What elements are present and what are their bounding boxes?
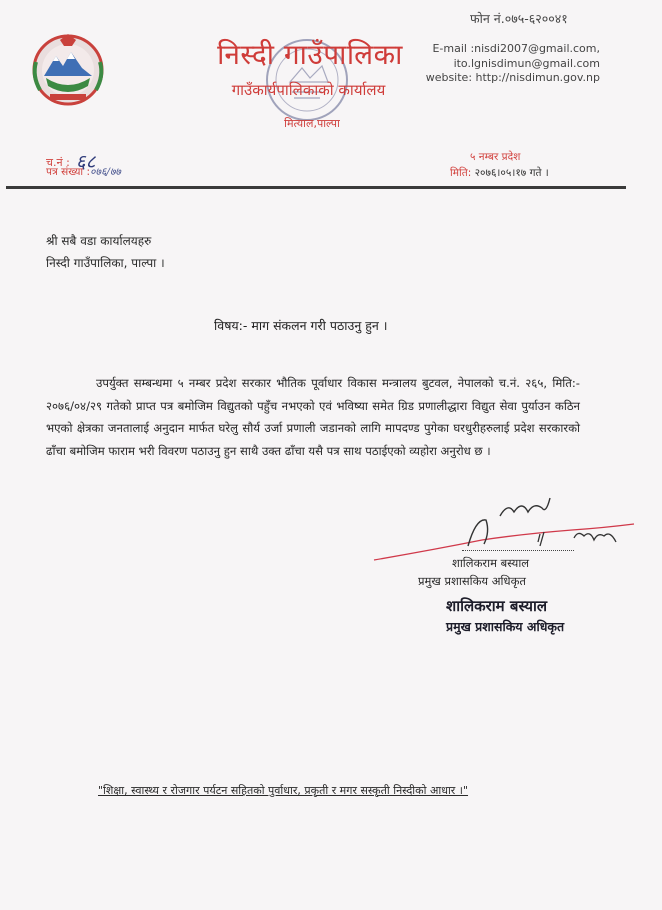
stamp-title: प्रमुख प्रशासकिय अधिकृत	[446, 619, 565, 634]
province-label: ५ नम्बर प्रदेश	[470, 151, 521, 163]
reference-value: ६८	[75, 151, 96, 173]
office-name: निस्दी गाउँपालिका	[217, 38, 403, 71]
signature-line	[462, 550, 574, 551]
office-subtitle: गाउँकार्यपालिकाको कार्यालय	[231, 81, 386, 99]
signatory-name: शालिकराम बस्याल	[452, 556, 530, 570]
phone-number: फोन नं.०७५-६२००४१	[470, 11, 568, 26]
stamp-name: शालिकराम बस्याल	[446, 597, 548, 615]
footer-motto: "शिक्षा, स्वास्थ्य र रोजगार पर्यटन सहितको पुर्वाधार, प्रकृती र मगर सस्कृती निस्दीको आधार ।"	[98, 784, 469, 797]
date-line	[450, 166, 549, 180]
contact-block	[400, 42, 600, 86]
letter-number-value: ०७६/७७	[90, 166, 121, 178]
email-primary: E-mail :nisdi2007@gmail.com,	[432, 42, 600, 55]
email-secondary: ito.lgnisdimun@gmail.com	[453, 56, 600, 70]
office-location: मित्याल,पाल्पा	[284, 117, 340, 130]
recipient-line-2: निस्दी गाउँपालिका, पाल्पा ।	[46, 256, 165, 270]
website: website: http://nisdimun.gov.np	[425, 71, 600, 84]
letter-number	[46, 165, 121, 179]
date-label: मिति:	[450, 167, 472, 179]
body-paragraph: उपर्युक्त सम्बन्धमा ५ नम्बर प्रदेश सरकार भौतिक पूर्वाधार विकास मन्त्रालय बुटवल, नेपालको च.नं. २६५, मिति:- २०७६/०४/२९ गतेको प्राप्त पत्र बमोजिम विद्युतको पहुँच नभएको एवं भविष्या समेत ग्रिड प्रणालीद्धारा विद्युत सेवा पुर्याउन कठिन भएको क्षेत्रका जनतालाई अनुदान मार्फत घरेलु सौर्य उर्जा प्रणाली जडानको लागि मापदण्ड पुगेका घरधुरीहरुलाई प्रदेश सरकारको ढाँचा बमोजिम फाराम भरी विवरण पठाउनु हुन साथै उक्त ढाँचा यसै पत्र साथ पठाईएको व्यहोरा अनुरोध छ ।	[46, 376, 580, 458]
recipient-line-1: श्री सबै वडा कार्यालयहरु	[46, 234, 152, 248]
signatory-title: प्रमुख प्रशासकिय अधिकृत	[418, 574, 526, 588]
header-rule	[6, 186, 626, 189]
nepal-emblem-icon	[26, 32, 110, 108]
letter-number-label: पत्र संख्या :	[46, 166, 91, 178]
letter-subject: विषय:- माग संकलन गरी पठाउनु हुन ।	[214, 318, 388, 333]
date-value: २०७६।०५।१७ गते ।	[474, 167, 549, 179]
reference-label: च.नं :	[46, 156, 70, 169]
letter-body	[46, 372, 580, 462]
